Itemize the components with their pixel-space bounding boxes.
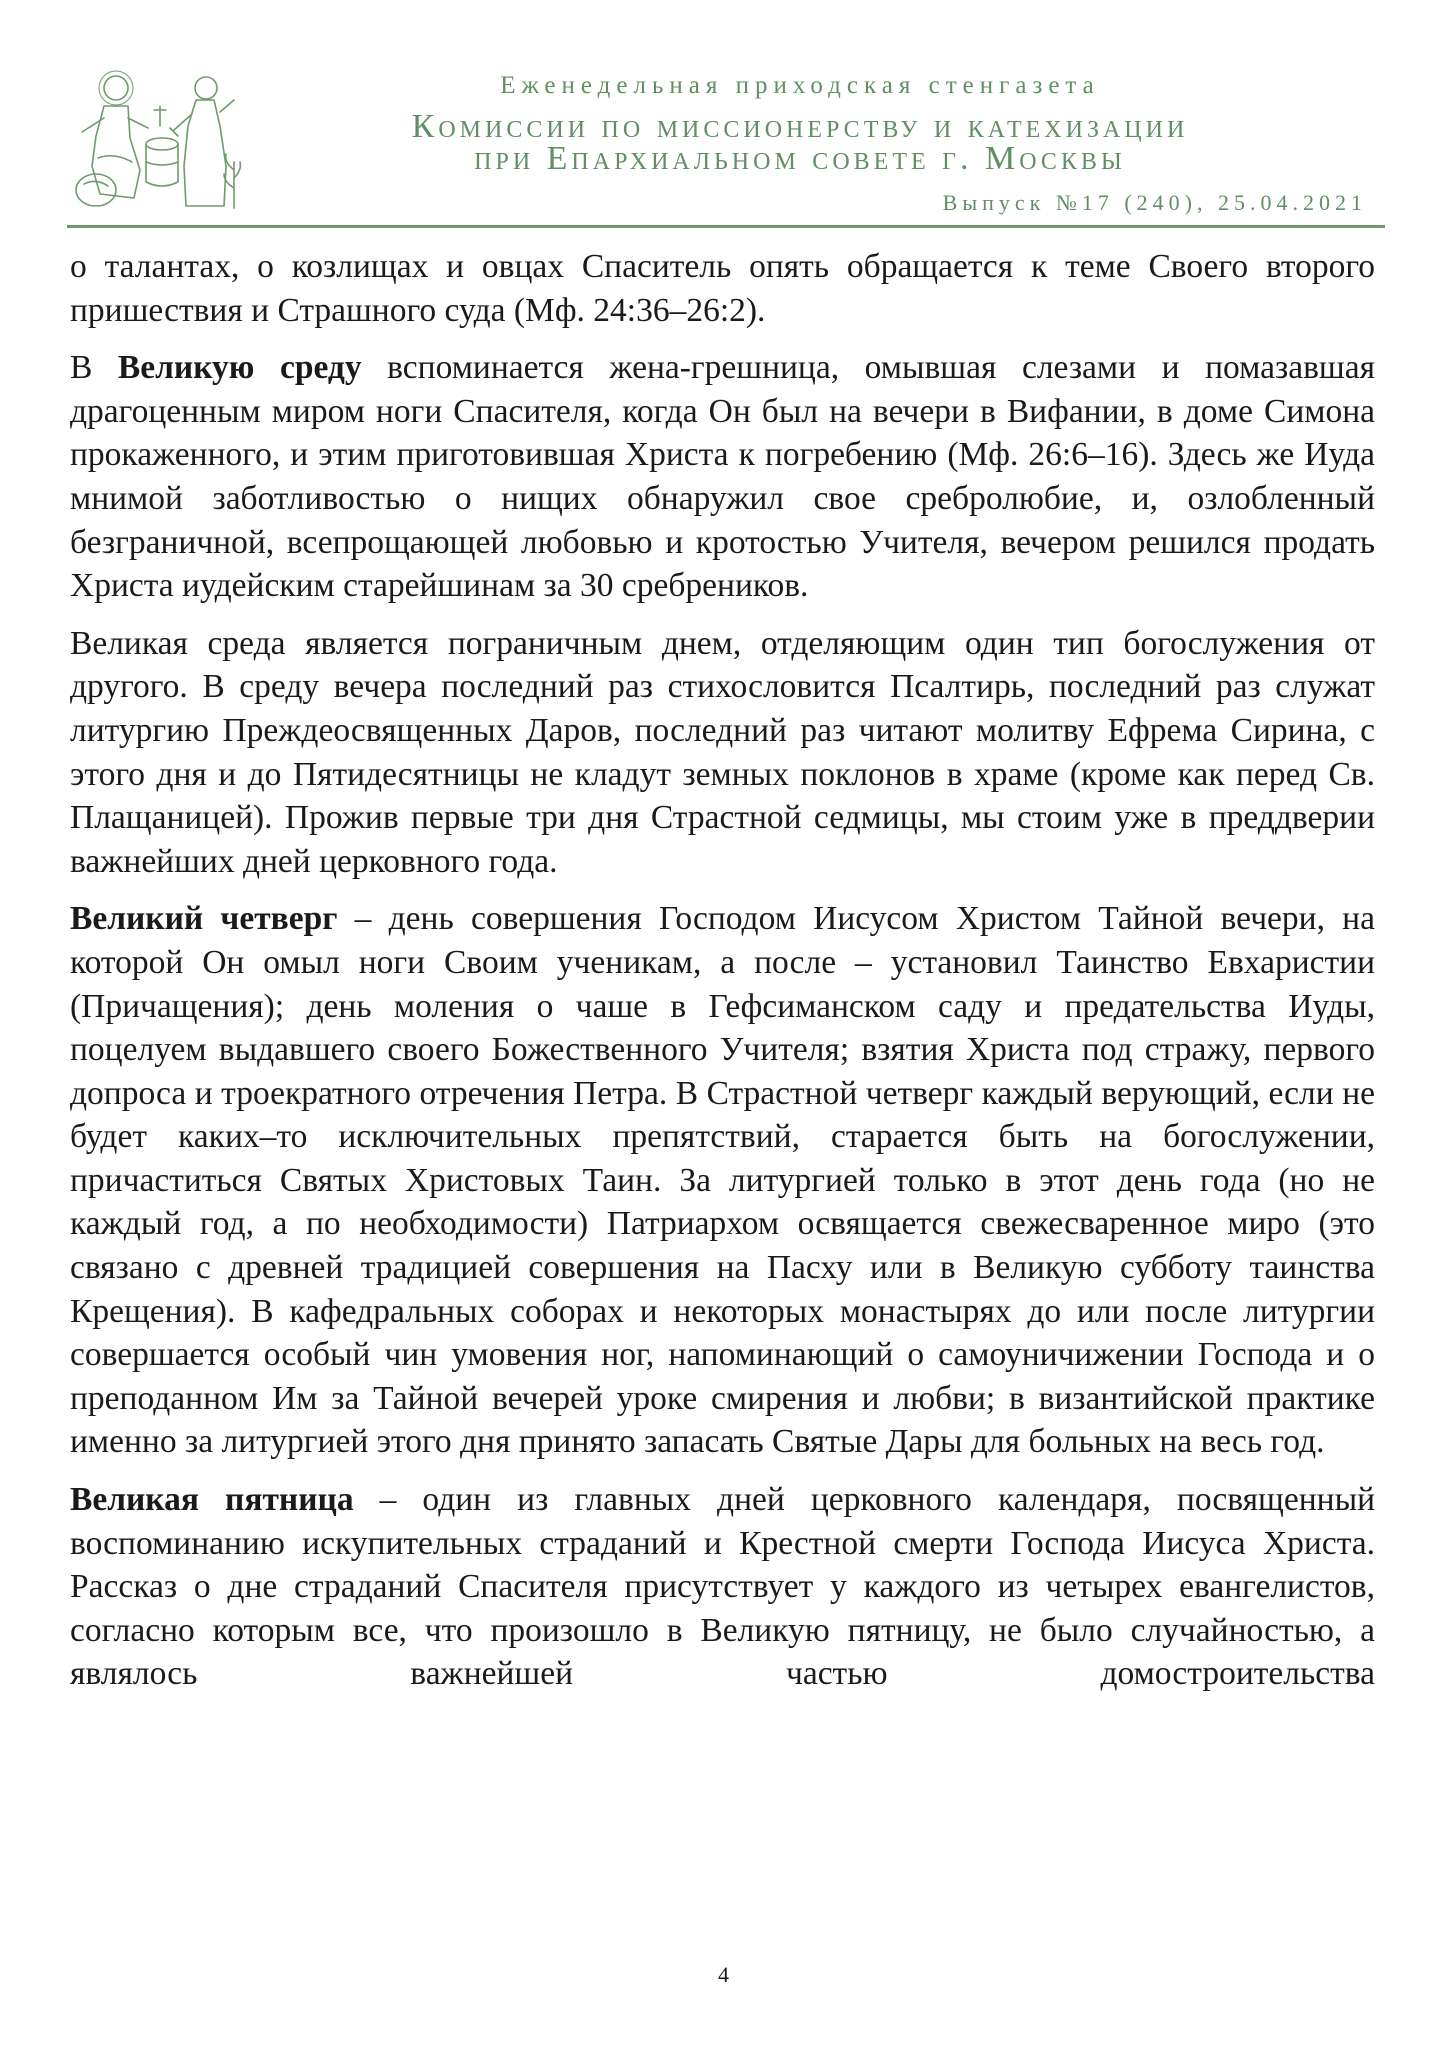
christ-and-samaritan-woman-icon bbox=[74, 66, 244, 214]
paragraph-great-thursday bbox=[70, 897, 1375, 1464]
heading-great-wednesday: Великую среду bbox=[117, 349, 362, 387]
commission-title: Комиссии по миссионерству и катехизации bbox=[411, 108, 1189, 145]
paragraph-text: вспоминается жена-грешница, омывшая слезами и помазавшая драгоценным миром ноги Спасителя, когда Он был на вечери в Вифании, в доме Симона прокаженного, и этим приготовившая Христа к погребению (Мф. 26:6–16). Здесь же Иуда мнимой заботливостью о нищих обнаружил свое сребролюбие, и, озлобленный безграничной, всепрощающей любовью и кротостью Учителя, вечером решился продать Христа иудейским старейшинам за 30 сребреников. bbox=[70, 349, 1375, 605]
paragraph-lead: В bbox=[70, 349, 118, 387]
commission-title-line2: при Епархиальном совете г. Москвы bbox=[474, 140, 1126, 177]
paragraph-1: о талантах, о козлищах и овцах Спаситель опять обращается к теме Своего второго пришествия и Страшного суда (Мф. 24:36–26:2). bbox=[70, 248, 1375, 329]
paragraph-great-wednesday bbox=[70, 346, 1375, 608]
newspaper-subtitle: Еженедельная приходская стенгазета bbox=[500, 72, 1100, 99]
page-number: 4 bbox=[718, 1962, 729, 1987]
paragraph-text: – день совершения Господом Иисусом Христом Тайной вечери, на которой Он омыл ноги Своим ученикам, а после – установил Таинство Евхаристии (Причащения); день моления о чаше в Гефсиманском саду и предательства Иуды, поцелуем выдавшего своего Божественного Учителя; взятия Христа под стражу, первого допроса и троекратного отречения Петра. В Страстной четверг каждый верующий, если не будет каких–то исключительных препятствий, старается быть на богослужении, причаститься Святых Христовых Таин. За литургией только в этот день года (но не каждый год, а по необходимости) Патриархом освящается свежесваренное миро (это связано с древней традицией совершения на Пасху или в Великую субботу таинства Крещения). В кафедральных соборах и некоторых монастырях до или после литургии совершается особый чин умовения ног, напоминающий о самоуничижении Господа и о преподанном Им за Тайной вечерей уроке смирения и любви; в византийской практике именно за литургией этого дня принято запасать Святые Дары для больных на весь год. bbox=[70, 900, 1375, 1461]
issue-number: Выпуск №17 (240), 25.04.2021 bbox=[942, 190, 1367, 215]
header-divider bbox=[67, 225, 1385, 228]
article-body bbox=[70, 245, 1375, 1696]
heading-great-thursday: Великий четверг bbox=[70, 900, 338, 938]
newspaper-header bbox=[0, 0, 1447, 236]
paragraph-text: – один из главных дней церковного календаря, посвященный воспоминанию искупительных страданий и Крестной смерти Господа Иисуса Христа. Рассказ о дне страданий Спасителя присутствует у каждого из четырех евангелистов, согласно которым все, что произошло в Великую пятницу, не было случайностью, а являлось важнейшей частью домостроительства bbox=[70, 1481, 1376, 1693]
paragraph-3: Великая среда является пограничным днем, отделяющим один тип богослужения от другого. В среду вечера последний раз стихословится Псалтирь, последний раз служат литургию Преждеосвященных Даров, последний раз читают молитву Ефрема Сирина, с этого дня и до Пятидесятницы не кладут земных поклонов в храме (кроме как перед Св. Плащаницей). Прожив первые три дня Страстной седмицы, мы стоим уже в преддверии важнейших дней церковного года. bbox=[70, 624, 1375, 880]
heading-great-friday: Великая пятница bbox=[70, 1481, 354, 1519]
paragraph-great-friday bbox=[70, 1478, 1375, 1696]
